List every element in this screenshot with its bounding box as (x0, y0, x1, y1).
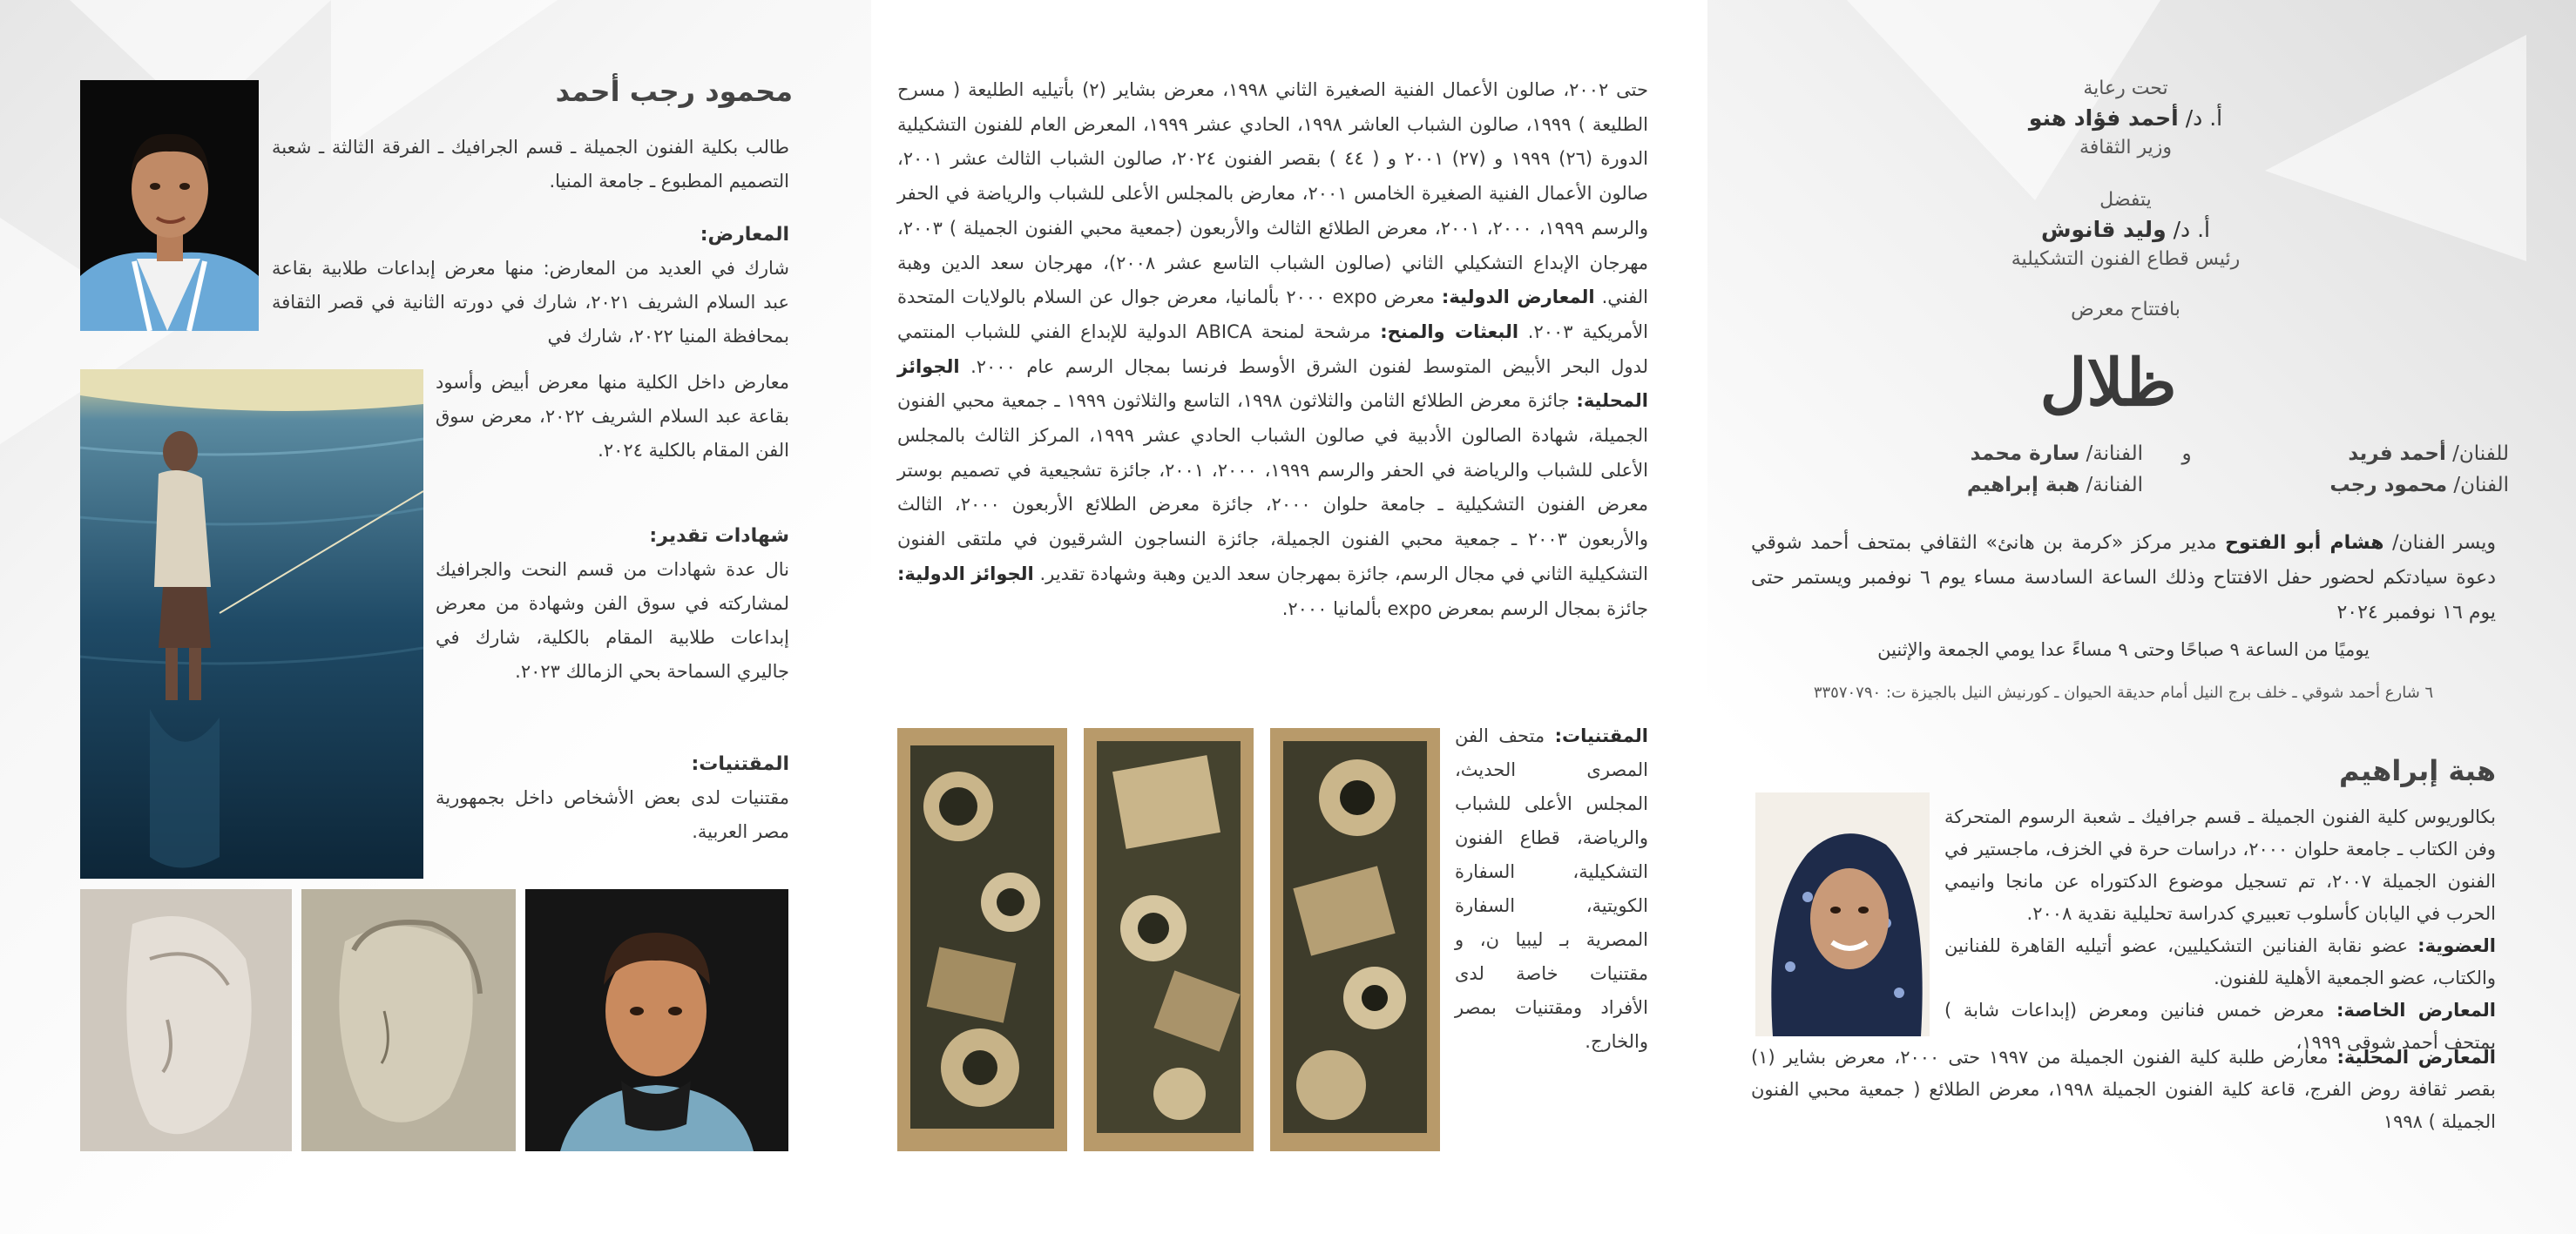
membership-text: عضو نقابة الفنانين التشكيليين، عضو أتيليه القاهرة للفنانين والكتاب، عضو الجمعية الأهلية للفنون. (1944, 935, 2496, 988)
middle-acquisitions-text: متحف الفن المصرى الحديث، المجلس الأعلى للشباب والرياضة، قطاع الفنون التشكيلية، السفارة الكويتية، السفارة المصرية بـ ليبيا ن، و مقتنيات خاصة لدى الأفراد ومقتنيات بمصر والخارج. (1455, 725, 1648, 1052)
portrait-painting-3 (525, 889, 788, 1151)
exhibitions-text-a: شارك في العديد من المعارض: منها معرض إبداعات طلابية بقاعة عبد السلام الشريف ٢٠٢١، شارك في دورته الثانية في قصر الثقافة بمحافظة المنيا ٢٠٢٢، شارك في (272, 258, 790, 347)
sculpture-photo-1 (80, 889, 292, 1151)
bio-title: هبة إبراهيم (2339, 754, 2496, 787)
exhibitions-heading: المعارض: (700, 224, 789, 246)
exhibitions-section (272, 218, 789, 354)
drawing-photo-2 (301, 889, 516, 1151)
acquisitions-heading: المقتنيات: (691, 753, 789, 775)
artist-4-prefix: الفنانة/ (2086, 474, 2143, 496)
cv-text-3: مرشحة لمنحة ABICA الدولية للإبداع الفني للشباب المنتمي لدول البحر الأبيض المتوسط لفنون الشرق الأوسط فرنسا بمجال الرسم عام ٢٠٠٠. (897, 320, 1648, 377)
exhibition-logo-text: ظلال (2039, 346, 2177, 421)
membership-heading: العضوية: (2417, 935, 2496, 956)
head-name: وليد قانوش (2041, 217, 2167, 242)
artist-4 (1864, 474, 2143, 496)
artist-intro (272, 131, 789, 199)
artist-3-prefix: الفنانة/ (2086, 442, 2143, 465)
address-line: ٦ شارع أحمد شوقي ـ خلف برج النيل أمام حديقة الحيوان ـ كورنيش النيل بالجيزة ت: ٣٣٥٧٠٧٩٠ (1813, 684, 2434, 702)
opening-label: بافتتاح معرض (2071, 299, 2180, 320)
minister-prefix: أ. د/ (2185, 105, 2223, 131)
heba-bio (1944, 801, 2496, 1059)
invitation-host: هشام أبو الفتوح (2225, 532, 2384, 554)
artist-1-name: أحمد فريد (2348, 442, 2446, 465)
certificates-heading: شهادات تقدير: (649, 525, 789, 547)
opening-hours: يوميًا من الساعة ٩ صباحًا وحتى ٩ مساءً عدا يومي الجمعة والإثنين (1877, 639, 2370, 660)
local-awards-heading: الجوائز المحلية: (897, 355, 1648, 412)
portrait-photo-heba (1755, 792, 1930, 1036)
artwork-panel-2 (1084, 728, 1254, 1151)
local-exhibitions-text: معارض طلبة كلية الفنون الجميلة من ١٩٩٧ حتى ٢٠٠٠، معرض بشاير (١) بقصر ثقافة روض الفرج، قاعة كلية الفنون الجميلة ١٩٩٨، معرض الطلائع ( جمعية محبي الفنون الجميلة ) ١٩٩٨ (1751, 1047, 2496, 1132)
artist-2 (2230, 474, 2509, 496)
artwork-panel-3 (1270, 728, 1440, 1151)
artist-1 (2230, 442, 2509, 465)
artist-4-name: هبة إبراهيم (1966, 474, 2080, 496)
heba-bio-text: بكالوريوس كلية الفنون الجميلة ـ قسم جرافيك ـ شعبة الرسوم المتحركة وفن الكتاب ـ جامعة حلوان ٢٠٠٠، دراسات حرة في الخزف، ماجستير في الفنون الجميلة ٢٠٠٧، تم تسجيل موضوع الدكتوراه عن مانجا وانيمي الحرب في اليابان كأسلوب تعبيري كدراسة تحليلية نقدية ٢٠٠٨. (1944, 806, 2497, 924)
head-line (1943, 214, 2309, 246)
painting-fishing-boy (80, 369, 423, 879)
certificates-text: نال عدة شهادات من قسم النحت والجرافيك لمشاركته في سوق الفن وشهادة من معرض إبداعات طلابية المقام بالكلية، شارك في جاليري السماحة بحي الزمالك ٢٠٢٣. (436, 559, 789, 682)
honor-label: يتفضل (2099, 189, 2152, 211)
private-exhibitions-heading: المعارض الخاصة: (2336, 1000, 2496, 1021)
heba-local-exhibitions (1751, 1042, 2496, 1138)
invitation-part-2: مدير مركز «كرمة بن هانئ» الثقافي بمتحف أحمد شوقي دعوة سيادتكم لحضور حفل الافتتاح وذلك الساعة السادسة مساء يوم ٦ نوفمبر ويستمر حتى يوم ١٦ نوفمبر ٢٠٢٤ (1751, 532, 2496, 624)
international-exhibitions-heading: المعارض الدولية: (1441, 287, 1595, 308)
cv-text-5: جائزة بمجال الرسم بمعرض expo بألمانيا ٢٠٠٠. (1281, 597, 1648, 619)
exhibition-logo (2038, 344, 2178, 422)
middle-acquisitions-heading: المقتنيات: (1554, 725, 1648, 746)
artist-3 (1864, 442, 2143, 465)
invitation-part-1: ويسر الفنان/ (2392, 532, 2497, 554)
minister-name: أحمد فؤاد هنو (2028, 105, 2179, 131)
invitation-text (1751, 526, 2496, 630)
patronage-block (1943, 75, 2309, 324)
minister-role: وزير الثقافة (2079, 137, 2173, 158)
acquisitions-text: مقتنيات لدى بعض الأشخاص داخل بجمهورية مصر العربية. (436, 787, 789, 842)
certificates-section (436, 519, 789, 689)
artist-2-name: محمود رجب (2329, 474, 2448, 496)
international-awards-heading: الجوائز الدولية: (897, 563, 1034, 584)
cv-text-1: حتى ٢٠٠٢، صالون الأعمال الفنية الصغيرة الثاني ١٩٩٨، معرض بشاير (٢) بأتيليه الطليعة ( مسرح الطليعة ) ١٩٩٩، صالون الشباب العاشر ١٩٩٨، الحادي عشر ١٩٩٩، المعرض العام للفنون التشكيلية الدورة (٢٦) ١٩٩٩ و (٢٧) ٢٠٠١ و ( ٤٤ ) بقصر الفنون ٢٠٢٤، صالون الشباب الثالث عشر ٢٠٠١، صالون الأعمال الفنية الصغيرة الخامس ٢٠٠١، معارض بالمجلس الأعلى للشباب والرياضة في الحفر والرسم ١٩٩٩، ٢٠٠٠، ٢٠٠١، معرض الطلائع الثالث والأربعون (جمعية محبي الفنون الجميلة ) ٢٠٠٣، مهرجان الإبداع التشكيلي الثاني (صالون الشباب التاسع عشر ٢٠٠٨)، مهرجان سعد الدين وهبة الفني. (897, 79, 1649, 308)
local-exhibitions-heading: المعارض المحلية: (2336, 1047, 2496, 1068)
acquisitions-section (436, 747, 789, 849)
intro-text: طالب بكلية الفنون الجميلة ـ قسم الجرافيك ـ الفرقة الثالثة ـ شعبة التصميم المطبوع ـ جامعة المنيا. (272, 137, 789, 192)
artists-block (1864, 442, 2509, 503)
artists-and: و (2181, 442, 2192, 465)
private-exhibitions-text: معرض خمس فنانين ومعرض (إبداعات شابة ) بمتحف أحمد شوقى ١٩٩٩، (1944, 1000, 2496, 1053)
minister-line (1943, 103, 2309, 134)
artist-2-prefix: الفنان/ (2453, 474, 2509, 496)
exhibitions-text-b: معارض داخل الكلية منها معرض أبيض وأسود بقاعة عبد السلام الشريف ٢٠٢٢، معرض سوق الفن المقام بالكلية ٢٠٢٤. (436, 372, 789, 461)
cv-text-4: جائزة معرض الطلائع الثامن والثلاثون ١٩٩٨، التاسع والثلاثون ١٩٩٩ ـ جمعية محبي الفنون الجميلة، شهادة الصالون الأدبية في صالون الشباب الحادي عشر ١٩٩٩، المركز الثالث بالمجلس الأعلى للشباب والرياضة في الحفر والرسم ١٩٩٩، ٢٠٠٠، ٢٠٠١، جائزة تشجيعية في تصميم بوستر معرض الفنون التشكيلية ـ جامعة حلوان ٢٠٠٠، جائزة معرض الطلائع الأربعون ٢٠٠٠، الثالث والأربعون ٢٠٠٣ ـ جمعية محبي الفنون الجميلة، جائزة النساجون الشرقيون في ملتقى الفنون التشكيلية الثاني في مجال الرسم، جائزة بمهرجان سعد الدين وهبة وشهادة تقدير. (897, 390, 1649, 584)
artist-name-title: محمود رجب أحمد (555, 75, 793, 108)
grants-heading: البعثات والمنح: (1380, 320, 1519, 342)
artist-cv-text (897, 73, 1648, 626)
patronage-label: تحت رعاية (2083, 78, 2168, 99)
portrait-photo-mahmoud (80, 80, 259, 331)
middle-acquisitions-section (1455, 719, 1648, 1059)
membership-line (1944, 930, 2496, 995)
artist-3-name: سارة محمد (1970, 442, 2080, 465)
artist-1-prefix: للفنان/ (2452, 442, 2509, 465)
cv-text-2: معرض expo ٢٠٠٠ بألمانيا، معرض جوال عن السلام بالولايات المتحدة الأمريكية ٢٠٠٣. (897, 287, 1649, 342)
exhibitions-continued (436, 366, 789, 468)
head-prefix: أ. د/ (2173, 217, 2210, 242)
artwork-panel-1 (897, 728, 1067, 1151)
head-role: رئيس قطاع الفنون التشكيلية (2011, 248, 2241, 270)
